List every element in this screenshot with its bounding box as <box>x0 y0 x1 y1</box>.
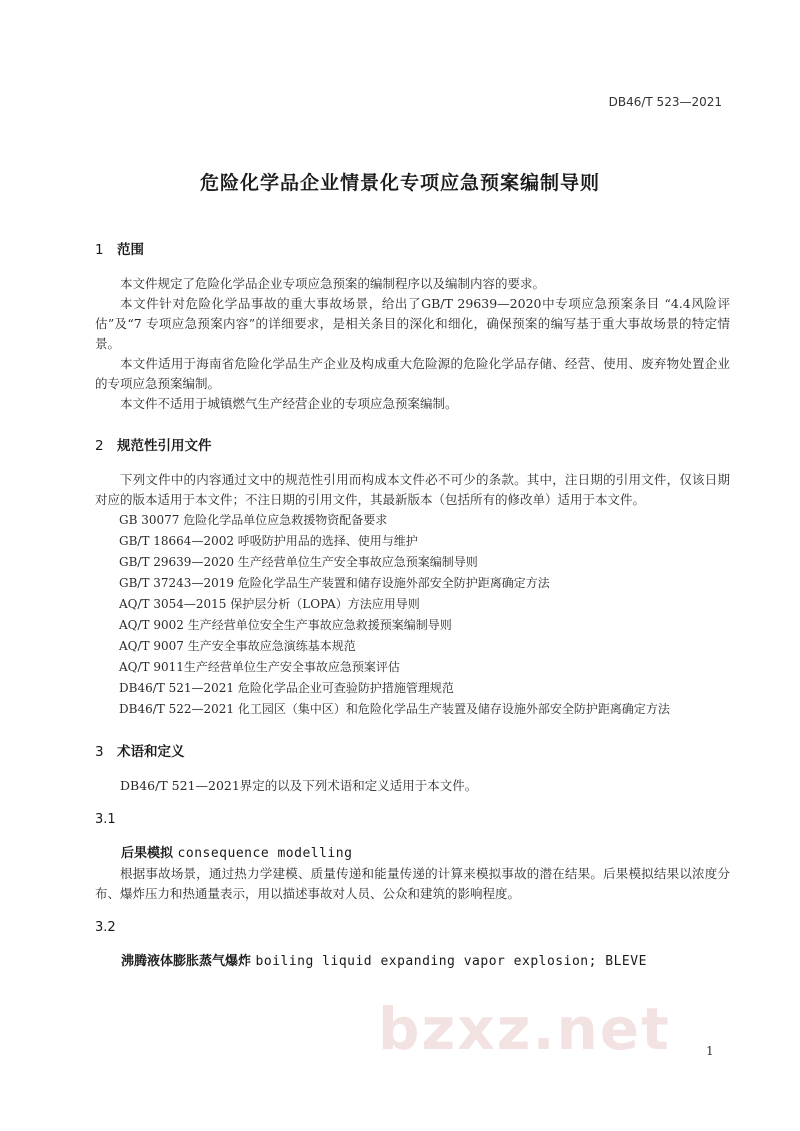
section-heading <box>95 240 730 260</box>
paragraph: 本文件不适用于城镇燃气生产经营企业的专项应急预案编制。 <box>120 396 458 411</box>
document-body <box>95 240 730 972</box>
term-entry <box>95 810 730 904</box>
term-name-en: consequence modelling <box>177 846 353 861</box>
paragraph: 本文件适用于海南省危险化学品生产企业及构成重大危险源的危险化学品存储、经营、使用、废弃物处置企业的专项应急预案编制。 <box>95 356 730 391</box>
term-entry <box>95 918 730 972</box>
reference-item: AQ/T 9007 生产安全事故应急演练基本规范 <box>119 639 356 653</box>
section-title: 规范性引用文件 <box>117 438 212 454</box>
paragraph: DB46/T 521—2021界定的以及下列术语和定义适用于本文件。 <box>120 778 478 793</box>
section-normative-references <box>95 436 730 720</box>
section-scope <box>95 240 730 414</box>
reference-item: DB46/T 522—2021 化工园区（集中区）和危险化学品生产装置及储存设施外部安全防护距离确定方法 <box>119 702 670 716</box>
term-name-zh: 沸腾液体膨胀蒸气爆炸 <box>121 954 252 969</box>
watermark: bzxz.net <box>378 995 671 1063</box>
reference-list <box>95 510 730 720</box>
reference-item: GB/T 29639—2020 生产经营单位生产安全事故应急预案编制导则 <box>119 555 478 569</box>
reference-item: AQ/T 9011生产经营单位生产安全事故应急预案评估 <box>119 660 400 674</box>
term-name-zh: 后果模拟 <box>121 846 174 861</box>
section-number: 2 <box>95 438 104 454</box>
paragraph: 下列文件中的内容通过文中的规范性引用而构成本文件必不可少的条款。其中，注日期的引用文件，仅该日期对应的版本适用于本文件；不注日期的引用文件，其最新版本（包括所有的修改单）适用于本文件。 <box>95 472 730 507</box>
document-title: 危险化学品企业情景化专项应急预案编制导则 <box>199 172 600 194</box>
section-heading <box>95 742 730 762</box>
paragraph: 本文件针对危险化学品事故的重大事故场景，给出了GB/T 29639—2020中专项应急预案条目 “4.4风险评估”及“7 专项应急预案内容”的详细要求，是相关条目的深化和细化，确保预案的编写基于重大事故场景的特定情景。 <box>95 296 730 351</box>
reference-item: GB/T 18664—2002 呼吸防护用品的选择、使用与维护 <box>119 534 418 548</box>
section-terms-definitions <box>95 742 730 972</box>
paragraph: 本文件规定了危险化学品企业专项应急预案的编制程序以及编制内容的要求。 <box>120 276 546 291</box>
section-title: 术语和定义 <box>117 744 185 760</box>
page-number: 1 <box>706 1044 714 1058</box>
section-title: 范围 <box>117 242 144 258</box>
section-heading <box>95 436 730 456</box>
term-number: 3.1 <box>95 812 116 827</box>
standard-code: DB46/T 523—2021 <box>608 95 722 109</box>
term-number: 3.2 <box>95 920 116 935</box>
section-number: 1 <box>95 242 104 258</box>
reference-item: GB/T 37243—2019 危险化学品生产装置和储存设施外部安全防护距离确定方法 <box>119 576 550 590</box>
reference-item: DB46/T 521—2021 危险化学品企业可查验防护措施管理规范 <box>119 681 454 695</box>
term-name-en: boiling liquid expanding vapor explosion; BLEVE <box>255 954 647 969</box>
reference-item: AQ/T 3054—2015 保护层分析（LOPA）方法应用导则 <box>119 597 420 611</box>
term-title <box>95 952 730 972</box>
reference-item: GB 30077 危险化学品单位应急救援物资配备要求 <box>119 513 388 527</box>
reference-item: AQ/T 9002 生产经营单位安全生产事故应急救援预案编制导则 <box>119 618 452 632</box>
term-definition: 根据事故场景，通过热力学建模、质量传递和能量传递的计算来模拟事故的潜在结果。后果模拟结果以浓度分布、爆炸压力和热通量表示，用以描述事故对人员、公众和建筑的影响程度。 <box>95 866 730 901</box>
section-number: 3 <box>95 744 104 760</box>
term-title <box>95 844 730 864</box>
